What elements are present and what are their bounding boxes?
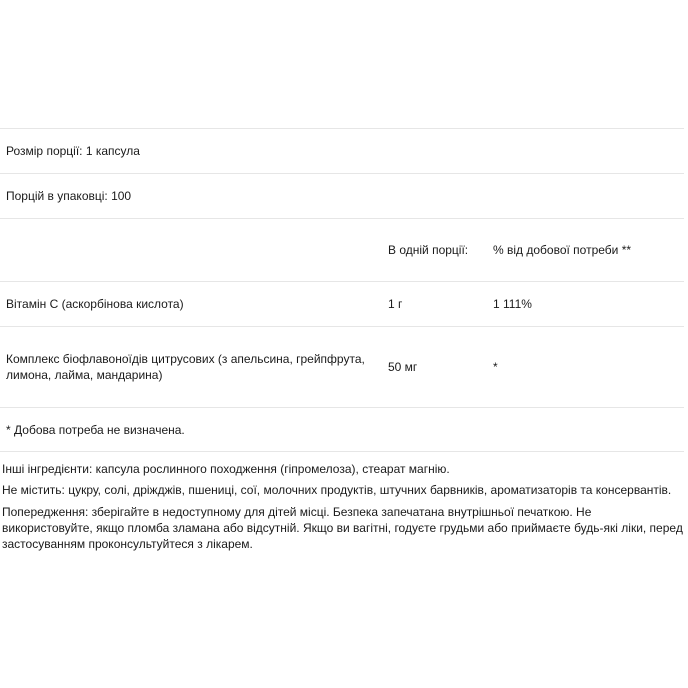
- product-notes: [0, 461, 684, 560]
- amount-column-header: В одній порції:: [388, 243, 469, 257]
- ingredient-name: Вітамін C (аскорбінова кислота): [6, 297, 184, 311]
- supplement-facts-table: [0, 128, 684, 452]
- table-header-row: [0, 218, 684, 281]
- daily-value-column-header: % від добової потреби **: [493, 243, 632, 257]
- ingredient-daily-value: 1 111%: [493, 297, 532, 311]
- ingredient-name: Комплекс біофлавоноїдів цитрусових (з апельсина, грейпфрута, лимона, лайма, мандарина): [6, 352, 365, 382]
- serving-size-text: Розмір порції: 1 капсула: [6, 144, 140, 158]
- servings-per-container-row: [0, 173, 684, 218]
- table-row: [0, 326, 684, 407]
- footnote-row: [0, 407, 684, 452]
- other-ingredients-text: Інші інгредієнти: капсула рослинного походження (гіпромелоза), стеарат магнію.: [2, 462, 450, 476]
- warning-text: Попередження: зберігайте в недоступному для дітей місці. Безпека запечатана внутрішньої печаткою. Не використовуйте, якщо пломба зламана або відсутній. Якщо ви вагітні, годуєте грудьми або приймаєте будь-які ліки, перед застосуванням проконсультуйтеся з лікарем.: [2, 505, 683, 551]
- ingredient-daily-value: *: [493, 360, 498, 374]
- servings-per-container-text: Порцій в упаковці: 100: [6, 189, 132, 203]
- serving-size-row: [0, 128, 684, 173]
- free-from-text: Не містить: цукру, солі, дріжджів, пшениці, сої, молочних продуктів, штучних барвників, ароматизаторів та консервантів.: [2, 483, 672, 497]
- ingredient-amount: 1 г: [388, 297, 403, 311]
- footnote-text: * Добова потреба не визначена.: [6, 422, 185, 437]
- table-row: [0, 281, 684, 326]
- ingredient-amount: 50 мг: [388, 360, 418, 374]
